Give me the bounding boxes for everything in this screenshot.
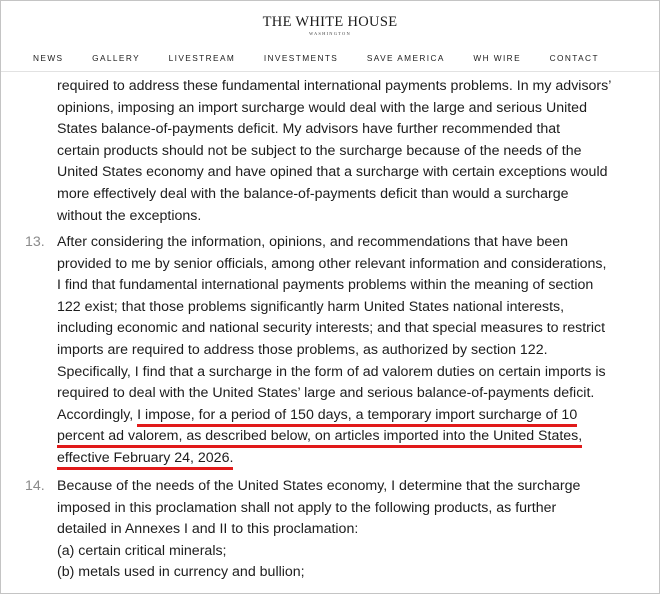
text-line: without the exceptions.: [57, 207, 202, 224]
highlighted-text: percent ad valorem, as described below, on articles imported into the United States,: [57, 428, 582, 448]
text-line: [57, 448, 617, 470]
site-logo[interactable]: THE WHITE HOUSE: [262, 14, 398, 30]
text-line: (a) certain critical minerals;: [57, 542, 227, 559]
nav-item-investments[interactable]: INVESTMENTS: [263, 53, 339, 63]
text-line: certain products should not be subject to the surcharge because of the needs of the: [57, 142, 582, 159]
text-line: provided to me by senior officials, among other relevant information and considerations,: [57, 255, 607, 272]
text-line: (b) metals used in currency and bullion;: [57, 564, 305, 581]
text-line: detailed in Annexes I and II to this proclamation:: [57, 521, 359, 538]
text-line: more effectively deal with the balance-of-payments deficit than would a surcharge: [57, 185, 569, 202]
text-accordingly: Accordingly,: [57, 406, 138, 423]
text-line: [57, 405, 617, 427]
text-line: required to address these fundamental international payments problems. In my advisors’: [57, 78, 612, 94]
nav-item-wh-wire[interactable]: WH WIRE: [473, 53, 522, 63]
text-line: Because of the needs of the United States economy, I determine that the surcharge: [57, 478, 581, 494]
site-logo-subtitle: WASHINGTON: [309, 31, 351, 36]
text-line: States balance-of-payments deficit. My advisors have further recommended that: [57, 121, 561, 138]
nav-item-contact[interactable]: CONTACT: [549, 53, 599, 63]
main-nav: [1, 45, 659, 72]
text-line: imports are required to address those problems, as authorized by section 122.: [57, 341, 548, 358]
text-line: I find that fundamental international payments problems within the meaning of section: [57, 277, 594, 294]
highlighted-text: effective February 24, 2026.: [57, 450, 233, 470]
nav-item-save-america[interactable]: SAVE AMERICA: [366, 53, 445, 63]
text-line: imposed in this proclamation shall not apply to the following products, as further: [57, 499, 557, 516]
text-line: [57, 426, 617, 448]
highlighted-text: I impose, for a period of 150 days, a temporary import surcharge of 10: [137, 407, 577, 427]
item-number-14: 14.: [25, 478, 45, 494]
paragraph-12: [57, 76, 617, 227]
text-line: 122 exist; that those problems significantly harm United States national interests,: [57, 298, 565, 315]
paragraph-13: [57, 232, 617, 470]
text-line: opinions, imposing an import surcharge would deal with the large and serious United: [57, 99, 587, 116]
text-line: required to deal with the United States’ large and serious balance-of-payments deficit.: [57, 385, 595, 402]
nav-item-gallery[interactable]: GALLERY: [92, 53, 141, 63]
text-line: After considering the information, opinions, and recommendations that have been: [57, 234, 569, 250]
text-line: United States economy and have opined that a surcharge with certain exceptions would: [57, 164, 608, 181]
nav-item-news[interactable]: NEWS: [33, 53, 64, 63]
site-header: [1, 1, 659, 45]
text-line: Specifically, I find that a surcharge in the form of ad valorem duties on certain imports is: [57, 363, 606, 380]
nav-item-livestream[interactable]: LIVESTREAM: [168, 53, 236, 63]
paragraph-14: [57, 476, 617, 584]
text-line: including economic and national security interests; and that special measures to restrict: [57, 320, 606, 337]
item-number-13: 13.: [25, 234, 45, 250]
